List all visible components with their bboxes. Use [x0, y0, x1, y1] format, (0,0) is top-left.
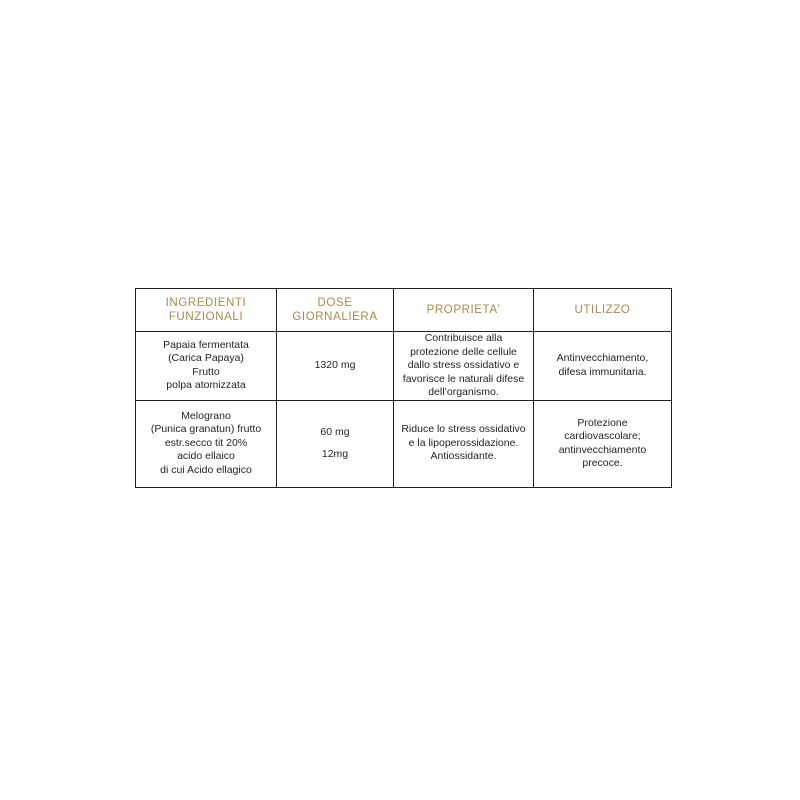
column-header-utilizzo	[534, 289, 672, 332]
cell-utilizzo	[534, 400, 672, 487]
cell-proprieta	[394, 400, 534, 487]
cell-line: Protezione	[577, 416, 628, 429]
cell-line: Riduce lo stress ossidativo	[401, 423, 526, 436]
cell-proprieta	[394, 332, 534, 401]
cell-line: Contribuisce alla	[424, 332, 503, 344]
cell-line: (Punica granatun) frutto	[150, 423, 262, 436]
cell-dose	[277, 400, 394, 487]
table-row	[136, 400, 672, 487]
column-header-line: GIORNALIERA	[292, 311, 378, 323]
cell-ingredient	[136, 332, 277, 401]
cell-line: di cui Acido ellagico	[160, 463, 252, 476]
cell-line: Melograno	[181, 409, 231, 422]
column-header-line: DOSE	[317, 297, 353, 309]
ingredients-table	[135, 288, 672, 488]
cell-line: antinvecchiamento	[558, 443, 647, 456]
cell-line: acido ellaico	[177, 450, 235, 463]
column-header-dose-giornaliera	[277, 289, 394, 332]
cell-line: Papaia fermentata	[163, 338, 249, 351]
cell-line: 60 mg	[320, 425, 350, 438]
column-header-line: FUNZIONALI	[168, 311, 244, 323]
cell-line: polpa atomizzata	[166, 379, 246, 392]
cell-line: (Carica Papaya)	[168, 352, 244, 365]
table-row	[136, 332, 672, 401]
cell-spacer	[277, 439, 393, 448]
cell-line: precoce.	[582, 457, 623, 469]
table-header	[136, 289, 672, 332]
cell-line: Antiossidante.	[430, 450, 497, 463]
ingredients-table-container	[135, 288, 667, 488]
table-body	[136, 332, 672, 488]
column-header-line: UTILIZZO	[574, 304, 631, 316]
column-header-line: INGREDIENTI	[165, 297, 247, 309]
cell-line: cardiovascolare;	[564, 430, 641, 442]
column-header-line: PROPRIETA'	[426, 304, 501, 316]
cell-line: protezione delle cellule	[410, 345, 517, 358]
cell-ingredient	[136, 400, 277, 487]
column-header-ingredienti-funzionali	[136, 289, 277, 332]
cell-utilizzo	[534, 332, 672, 401]
cell-line: difesa immunitaria.	[558, 365, 647, 378]
cell-dose	[277, 332, 394, 401]
cell-line: dell’organismo.	[428, 386, 499, 398]
cell-line: Antinvecchiamento,	[556, 352, 649, 365]
cell-line: estr.secco tit 20%	[164, 436, 248, 449]
cell-line: favorisce le naturali difese	[402, 372, 525, 385]
cell-line: Frutto	[192, 365, 220, 378]
cell-line: 12mg	[321, 448, 349, 460]
cell-line: e la lipoperossidazione.	[408, 436, 519, 449]
column-header-proprieta	[394, 289, 534, 332]
cell-line: dallo stress ossidativo e	[407, 359, 520, 371]
table-header-row	[136, 289, 672, 332]
cell-line: 1320 mg	[314, 359, 356, 371]
